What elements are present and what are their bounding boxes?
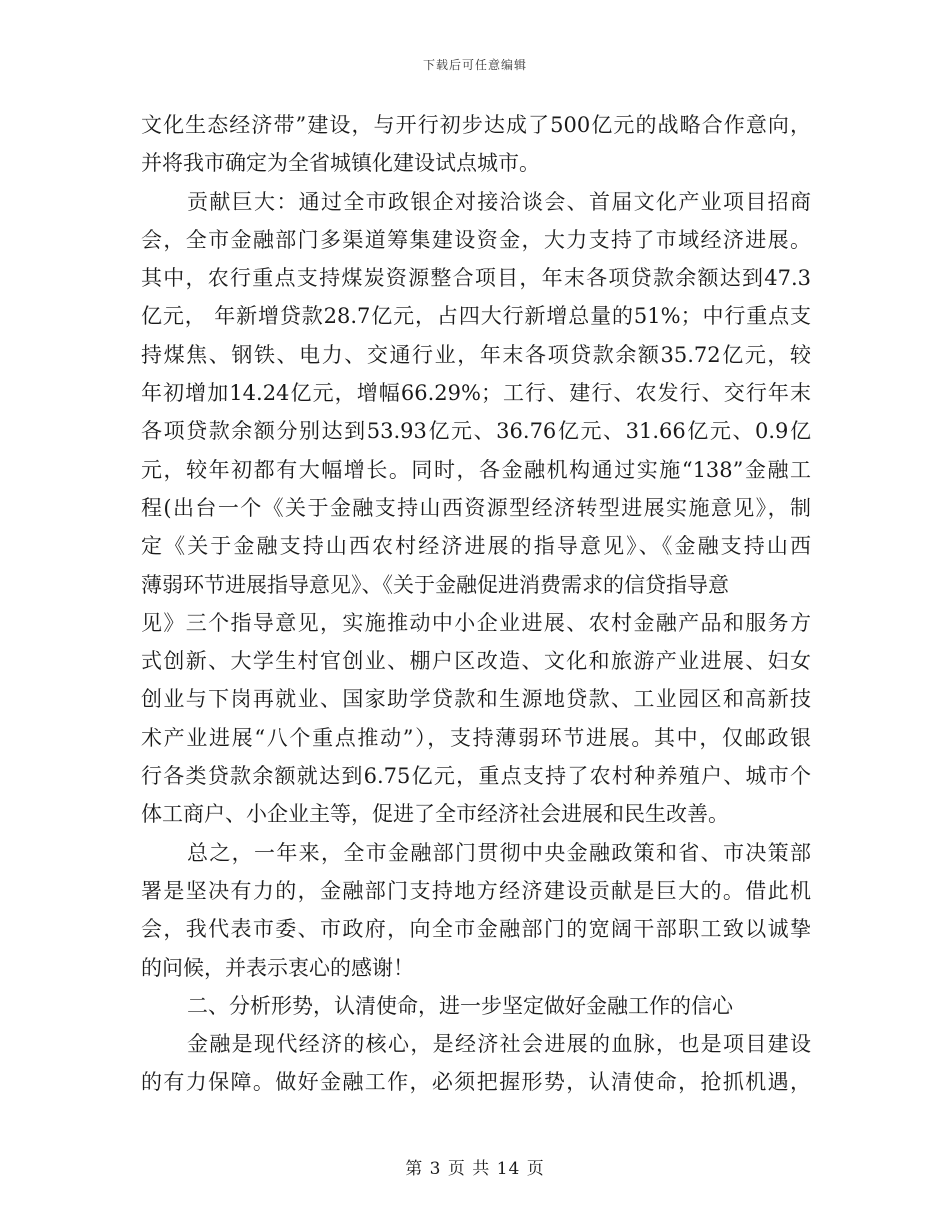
page-header: 下载后可任意编辑	[422, 58, 527, 72]
document-body	[141, 106, 811, 1102]
text-line: 程(出台一个《关于金融支持山西资源型经济转型进展实施意见》，制	[141, 495, 811, 520]
text-line: 薄弱环节进展指导意见》、《关于金融促进消费需求的信贷指导意	[141, 572, 729, 597]
text-line: 见》三个指导意见，实施推动中小企业进展、农村金融产品和服务方	[141, 610, 811, 635]
text-line: 亿元， 年新增贷款28.7亿元，占四大行新增总量的51%；中行重点支	[141, 304, 811, 329]
text-line: 术产业进展“八个重点推动”），支持薄弱环节进展。其中，仅邮政银	[141, 725, 811, 750]
text-line: 会，我代表市委、市政府，向全市金融部门的宽阔干部职工致以诚挚	[141, 917, 811, 942]
text-line: 持煤焦、钢铁、电力、交通行业，年末各项贷款余额35.72亿元，较	[141, 342, 811, 367]
page-footer: 第 3 页 共 14 页	[405, 1159, 545, 1179]
text-line: 体工商户、小企业主等，促进了全市经济社会进展和民生改善。	[141, 802, 729, 827]
text-line: 会，全市金融部门多渠道筹集建设资金，大力支持了市域经济进展。	[141, 227, 811, 252]
text-line: 金融是现代经济的核心，是经济社会进展的血脉，也是项目建设	[187, 1032, 811, 1057]
text-line: 文化生态经济带”建设，与开行初步达成了500亿元的战略合作意向，	[141, 113, 811, 137]
text-line: 署是坚决有力的，金融部门支持地方经济建设贡献是巨大的。借此机	[141, 878, 811, 903]
text-line: 年初增加14.24亿元，增幅66.29%；工行、建行、农发行、交行年末	[141, 381, 811, 406]
text-line: 行各类贷款余额就达到6.75亿元，重点支持了农村种养殖户、城市个	[141, 764, 811, 789]
text-line: 定《关于金融支持山西农村经济进展的指导意见》、《金融支持山西	[141, 534, 811, 559]
text-line: 各项贷款余额分别达到53.93亿元、36.76亿元、31.66亿元、0.9亿	[141, 419, 811, 444]
text-line: 的有力保障。做好金融工作，必须把握形势，认清使命，抢抓机遇，	[141, 1070, 811, 1095]
text-line: 创业与下岗再就业、国家助学贷款和生源地贷款、工业园区和高新技	[141, 687, 811, 712]
text-line: 总之，一年来，全市金融部门贯彻中央金融政策和省、市决策部	[187, 840, 811, 865]
text-line: 贡献巨大：通过全市政银企对接洽谈会、首届文化产业项目招商	[187, 189, 811, 214]
text-line: 其中，农行重点支持煤炭资源整合项目，年末各项贷款余额达到47.3	[141, 266, 811, 291]
text-line: 并将我市确定为全省城镇化建设试点城市。	[141, 151, 540, 176]
text-line: 的问候，并表示衷心的感谢！	[141, 955, 414, 980]
text-line: 式创新、大学生村官创业、棚户区改造、文化和旅游产业进展、妇女	[141, 649, 811, 674]
text-line: 二、分析形势，认清使命，进一步坚定做好金融工作的信心	[187, 993, 733, 1018]
text-line: 元，较年初都有大幅增长。同时，各金融机构通过实施“138”金融工	[141, 457, 811, 482]
